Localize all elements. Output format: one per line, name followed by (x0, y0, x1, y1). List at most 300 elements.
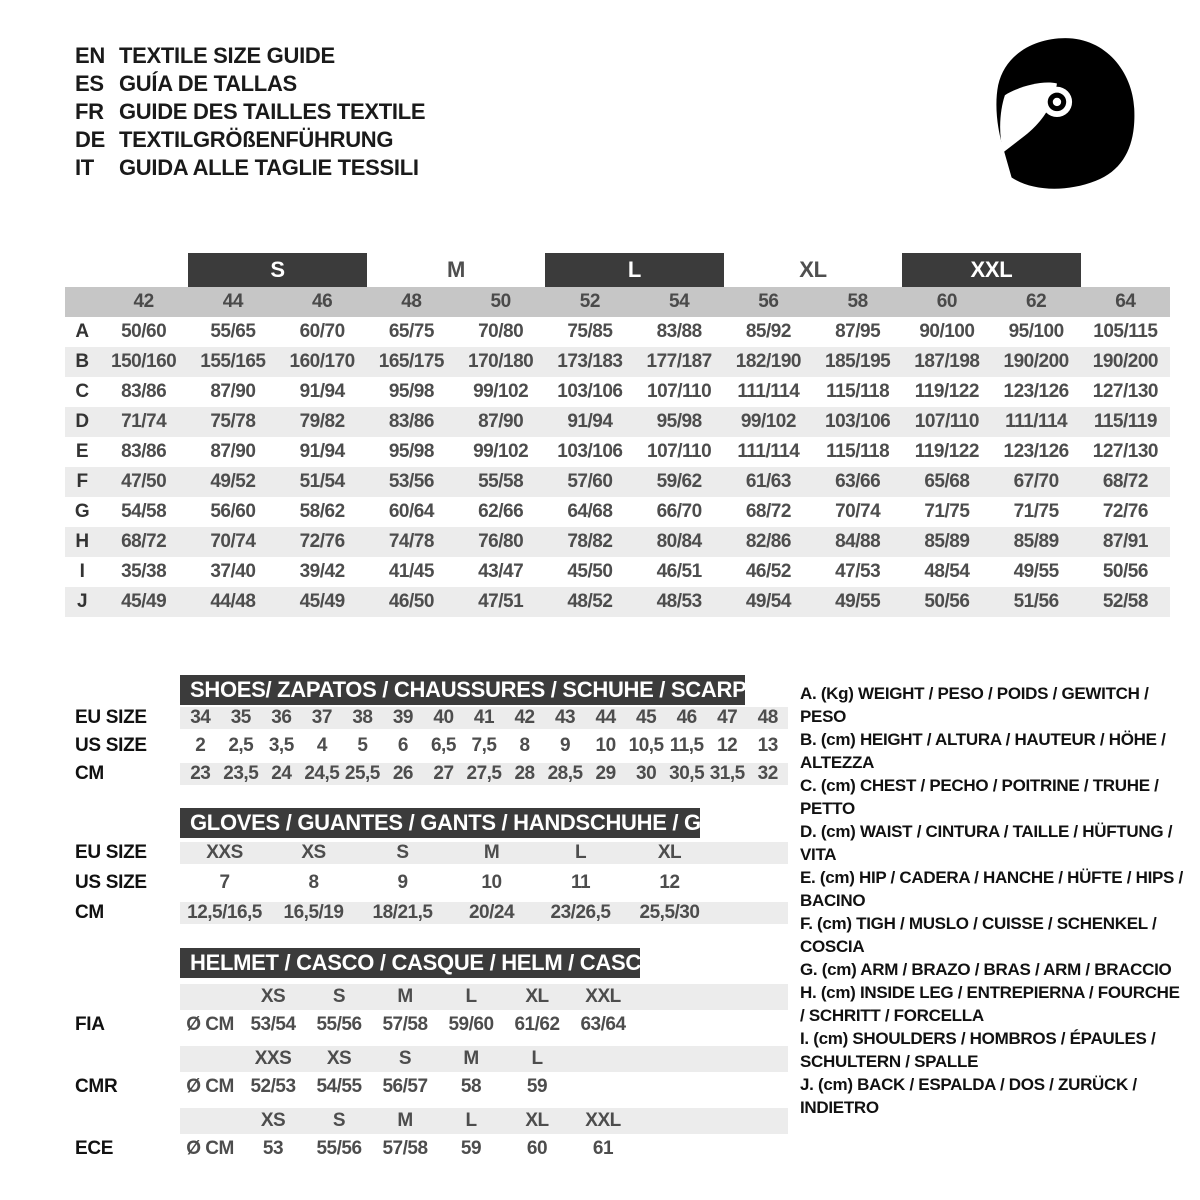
helmet-value: 61 (592, 1138, 614, 1159)
values-row (180, 1072, 788, 1102)
size-value: 58/62 (299, 501, 345, 522)
helmet-size: XXS (254, 1048, 292, 1069)
standard-label: ECE (75, 1138, 114, 1159)
legend-item: D. (cm) WAIST / CINTURA / TAILLE / HÜFTUNG / VITA (800, 822, 1173, 864)
size-value: 54/58 (121, 501, 167, 522)
helmet-value: 52/53 (250, 1076, 296, 1097)
language-row (75, 70, 425, 98)
row-letter: E (75, 441, 89, 462)
size-value: 47/53 (835, 561, 881, 582)
size-value: 115/118 (826, 441, 890, 462)
apparel-measurement-rows (65, 317, 1170, 617)
helmet-values-row (75, 1010, 788, 1040)
measurement-row (65, 407, 1170, 437)
size-value: 68/72 (1102, 471, 1148, 492)
values-row (180, 735, 788, 757)
helmet-value: 59 (460, 1138, 482, 1159)
size-value: 111/114 (737, 441, 800, 462)
size-value: 32 (757, 763, 778, 784)
size-value: 4 (316, 735, 327, 756)
size-value: 103/106 (557, 381, 623, 402)
size-column-header: 58 (847, 291, 868, 312)
helmet-size: XS (260, 986, 286, 1007)
size-value: 51/56 (1013, 591, 1059, 612)
size-value: 87/90 (478, 411, 524, 432)
helmet-value: 56/57 (382, 1076, 428, 1097)
size-value: 8 (519, 735, 530, 756)
size-value: 71/75 (924, 501, 970, 522)
size-group-xxl: XXL (902, 253, 1081, 287)
size-value: 71/74 (121, 411, 167, 432)
size-value: 173/183 (557, 351, 623, 372)
size-value: 99/102 (473, 381, 529, 402)
size-value: 35/38 (121, 561, 167, 582)
size-value: 95/98 (656, 411, 702, 432)
row-label: US SIZE (75, 735, 147, 756)
helmet-size: XXL (585, 986, 621, 1007)
shoes-table-header (180, 675, 761, 705)
size-value: 39/42 (299, 561, 345, 582)
size-value: 50/56 (924, 591, 970, 612)
size-column-header: 42 (133, 291, 154, 312)
helmet-size: S (332, 986, 346, 1007)
size-value: 119/122 (914, 441, 979, 462)
size-value: 190/200 (1003, 351, 1069, 372)
size-value: 123/126 (1003, 381, 1069, 402)
size-value: 50/60 (121, 321, 167, 342)
size-column-header: 50 (490, 291, 511, 312)
size-value: 42 (514, 707, 535, 728)
size-value: 45/49 (299, 591, 345, 612)
size-value: 24 (271, 763, 292, 784)
helmet-values-row (75, 1072, 788, 1102)
size-value: 99/102 (473, 441, 529, 462)
helmet-size: S (398, 1048, 412, 1069)
size-value: 49/52 (210, 471, 256, 492)
size-value: L (574, 842, 587, 863)
size-value: 47/50 (121, 471, 167, 492)
size-value: 95/100 (1008, 321, 1064, 342)
size-value: 5 (357, 735, 368, 756)
size-value: 9 (397, 872, 408, 893)
size-value: 99/102 (740, 411, 796, 432)
helmet-value: 61/62 (514, 1014, 560, 1035)
size-value: 16,5/19 (283, 902, 344, 923)
size-value: 66/70 (656, 501, 702, 522)
values-row (180, 1010, 788, 1040)
size-value: 61/63 (745, 471, 791, 492)
size-value: 30 (636, 763, 657, 784)
size-value: 24,5 (304, 763, 340, 784)
size-value: 41/45 (388, 561, 434, 582)
size-value: 9 (560, 735, 571, 756)
language-code: DE (75, 127, 105, 152)
row-letter: I (79, 561, 85, 582)
measurement-row (65, 497, 1170, 527)
measurement-row (65, 437, 1170, 467)
size-value: 83/86 (388, 411, 434, 432)
size-value: 91/94 (567, 411, 613, 432)
size-column-header: 48 (401, 291, 422, 312)
language-code: EN (75, 43, 105, 68)
helmet-size: M (463, 1048, 479, 1069)
helmet-size: M (397, 986, 413, 1007)
size-value: 74/78 (388, 531, 434, 552)
size-value: 70/80 (478, 321, 524, 342)
row-label: EU SIZE (75, 842, 147, 863)
size-value: 95/98 (388, 381, 434, 402)
size-value: 46/52 (745, 561, 791, 582)
size-value: 25,5 (344, 763, 380, 784)
row-letter: B (75, 351, 89, 372)
helmet-value: 59 (526, 1076, 548, 1097)
size-value: 12 (717, 735, 738, 756)
row-label: US SIZE (75, 872, 147, 893)
size-value: 85/89 (924, 531, 970, 552)
size-value: 45/49 (121, 591, 167, 612)
size-value: 46/50 (388, 591, 434, 612)
size-value: 28 (514, 763, 535, 784)
helmet-value: 53/54 (250, 1014, 296, 1035)
size-value: 63/66 (835, 471, 881, 492)
size-value: 49/55 (1013, 561, 1059, 582)
measurement-row (65, 527, 1170, 557)
size-value: 29 (595, 763, 616, 784)
racing-helmet-icon (978, 28, 1146, 196)
size-value: 107/110 (647, 441, 712, 462)
size-value: 70/74 (835, 501, 881, 522)
size-column-header: 44 (222, 291, 243, 312)
size-value: 25,5/30 (639, 902, 700, 923)
helmet-size: L (465, 986, 477, 1007)
language-code: FR (75, 99, 104, 124)
language-title: GUIDA ALLE TAGLIE TESSILI (119, 155, 419, 180)
size-value: 48/52 (567, 591, 613, 612)
helmet-size: XL (525, 986, 549, 1007)
helmet-value: 55/56 (316, 1014, 362, 1035)
size-value: 115/118 (826, 381, 890, 402)
helmet-size-band (180, 984, 788, 1010)
size-value: XS (301, 842, 326, 863)
legend-item: C. (cm) CHEST / PECHO / POITRINE / TRUHE / PETTO (800, 776, 1159, 818)
size-value: 107/110 (647, 381, 712, 402)
size-column-header: 46 (312, 291, 333, 312)
size-value: S (396, 842, 409, 863)
size-value: 10 (595, 735, 616, 756)
helmet-value: 57/58 (382, 1014, 428, 1035)
size-column-header: 62 (1026, 291, 1047, 312)
size-value: 85/92 (745, 321, 791, 342)
size-value: 7,5 (471, 735, 497, 756)
size-value: 111/114 (1005, 411, 1068, 432)
size-value: 18/21,5 (372, 902, 433, 923)
size-value: 48/53 (656, 591, 702, 612)
legend-item: E. (cm) HIP / CADERA / HANCHE / HÜFTE / HIPS / BACINO (800, 868, 1183, 910)
size-value: 11,5 (669, 735, 704, 756)
helmet-value: 57/58 (382, 1138, 428, 1159)
size-value: 49/55 (835, 591, 881, 612)
size-value: 127/130 (1092, 381, 1158, 402)
size-value: 85/89 (1013, 531, 1059, 552)
size-value: 90/100 (919, 321, 975, 342)
size-value: 87/90 (210, 441, 256, 462)
size-value: 160/170 (289, 351, 355, 372)
helmet-sizes-row (75, 1040, 788, 1072)
table-row (75, 838, 788, 868)
size-value: 127/130 (1092, 441, 1158, 462)
size-value: 91/94 (299, 441, 345, 462)
values-row (180, 902, 788, 924)
table-row (75, 760, 788, 788)
language-title: TEXTILE SIZE GUIDE (119, 43, 335, 68)
legend-item: J. (cm) BACK / ESPALDA / DOS / ZURÜCK / INDIETRO (800, 1075, 1137, 1117)
helmet-size: L (465, 1110, 477, 1131)
size-value: 27 (433, 763, 454, 784)
size-value: 13 (757, 735, 778, 756)
size-group-m: M (446, 257, 466, 282)
size-value: 37 (311, 707, 332, 728)
table-row (75, 898, 788, 928)
size-value: 56/60 (210, 501, 256, 522)
diameter-unit: Ø CM (186, 1076, 234, 1097)
legend-item: G. (cm) ARM / BRAZO / BRAS / ARM / BRACCIO (800, 960, 1172, 979)
size-value: 87/95 (835, 321, 881, 342)
standard-label: CMR (75, 1076, 118, 1097)
size-group-l: L (545, 253, 724, 287)
size-value: 48 (757, 707, 778, 728)
size-column-header: 56 (758, 291, 779, 312)
language-code: ES (75, 71, 104, 96)
language-title: GUÍA DE TALLAS (119, 71, 297, 96)
row-letter: J (76, 591, 88, 612)
size-value: 48/54 (924, 561, 970, 582)
size-value: M (483, 842, 500, 863)
size-value: 65/68 (924, 471, 970, 492)
helmet-size-band (180, 1108, 788, 1134)
size-value: 71/75 (1013, 501, 1059, 522)
gloves-size-table (75, 808, 788, 928)
size-value: 39 (392, 707, 413, 728)
measurement-row (65, 377, 1170, 407)
size-value: 46/51 (656, 561, 702, 582)
size-value: 40 (433, 707, 454, 728)
measurement-row (65, 347, 1170, 377)
size-value: 47/51 (478, 591, 524, 612)
size-value: 165/175 (378, 351, 444, 372)
size-value: 30,5 (669, 763, 705, 784)
size-value: 53/56 (388, 471, 434, 492)
helmet-sizes-row (75, 1102, 788, 1134)
size-value: 11 (570, 872, 591, 893)
shoes-size-table (75, 676, 788, 788)
spacer (180, 984, 240, 1010)
size-value: 67/70 (1013, 471, 1059, 492)
size-value: 12,5/16,5 (187, 902, 262, 923)
helmet-value: 55/56 (316, 1138, 362, 1159)
size-value: 12 (659, 872, 680, 893)
size-value: XXS (206, 842, 243, 863)
language-title: GUIDE DES TAILLES TEXTILE (119, 99, 426, 124)
helmet-value (570, 1072, 636, 1102)
size-value: 51/54 (299, 471, 345, 492)
legend-item: F. (cm) TIGH / MUSLO / CUISSE / SCHENKEL / COSCIA (800, 914, 1157, 956)
row-label: CM (75, 763, 104, 784)
size-value: 43/47 (478, 561, 524, 582)
gloves-table-title: GLOVES / GUANTES / GANTS / HANDSCHUHE / GUANTI (190, 810, 767, 835)
size-value: 70/74 (210, 531, 256, 552)
language-title-list (75, 42, 425, 182)
standard-label: FIA (75, 1014, 105, 1035)
size-value: 72/76 (1102, 501, 1148, 522)
size-value: 79/82 (299, 411, 345, 432)
size-value: 182/190 (735, 351, 801, 372)
measurement-row (65, 587, 1170, 617)
size-value: 72/76 (299, 531, 345, 552)
size-value: 111/114 (737, 381, 800, 402)
table-row (75, 868, 788, 898)
size-value: 60/70 (299, 321, 345, 342)
size-value: 83/86 (121, 381, 167, 402)
row-letter: A (75, 321, 89, 342)
size-value: 31,5 (709, 763, 745, 784)
size-value: 6,5 (430, 735, 456, 756)
helmet-size: S (332, 1110, 346, 1131)
size-value: 41 (473, 707, 495, 728)
measurement-row (65, 467, 1170, 497)
helmet-sizes-row (75, 978, 788, 1010)
size-value: 45 (636, 707, 657, 728)
legend-item: B. (cm) HEIGHT / ALTURA / HAUTEUR / HÖHE / ALTEZZA (800, 730, 1166, 772)
measurement-row (65, 557, 1170, 587)
values-row (180, 842, 788, 864)
values-row (180, 707, 788, 729)
size-value: 38 (352, 707, 373, 728)
values-row (180, 872, 788, 894)
size-value: 10,5 (628, 735, 664, 756)
size-value: 6 (397, 735, 408, 756)
size-value: 190/200 (1092, 351, 1158, 372)
shoes-table-title: SHOES/ ZAPATOS / CHAUSSURES / SCHUHE / SCARPE (190, 677, 761, 702)
size-value: 80/84 (656, 531, 702, 552)
size-group-xl: XL (799, 257, 827, 282)
size-column-header: 64 (1115, 291, 1136, 312)
size-value: 75/85 (567, 321, 613, 342)
helmet-value: 60 (526, 1138, 548, 1159)
size-value: 119/122 (914, 381, 979, 402)
size-value: 37/40 (210, 561, 256, 582)
helmet-table-title: HELMET / CASCO / CASQUE / HELM / CASCO (190, 950, 658, 975)
measurement-legend (800, 682, 1185, 1119)
legend-item: H. (cm) INSIDE LEG / ENTREPIERNA / FOURCHE / SCHRITT / FORCELLA (800, 983, 1180, 1025)
size-value: 2 (195, 735, 206, 756)
helmet-size: XL (525, 1110, 549, 1131)
size-value: 59/62 (656, 471, 702, 492)
size-value: 68/72 (121, 531, 167, 552)
size-value: 47 (717, 707, 738, 728)
helmet-value: 54/55 (316, 1076, 362, 1097)
language-row (75, 42, 425, 70)
size-value: 83/88 (656, 321, 702, 342)
size-value: 46 (676, 707, 697, 728)
helmet-size: XXL (585, 1110, 621, 1131)
size-value: 43 (554, 707, 576, 728)
size-value: 34 (190, 707, 211, 728)
size-value: 115/119 (1093, 411, 1157, 432)
row-letter: G (74, 501, 90, 522)
diameter-unit: Ø CM (186, 1014, 234, 1035)
size-value: 8 (308, 872, 319, 893)
size-value: 83/86 (121, 441, 167, 462)
helmet-value: 59/60 (448, 1014, 494, 1035)
size-value: 3,5 (268, 735, 294, 756)
size-column-header: 52 (579, 291, 600, 312)
row-label: CM (75, 902, 104, 923)
size-group-s: S (188, 253, 367, 287)
size-value: 95/98 (388, 441, 434, 462)
measurement-row (65, 317, 1170, 347)
size-value: 57/60 (567, 471, 613, 492)
size-value: 45/50 (567, 561, 613, 582)
size-value: 105/115 (1093, 321, 1158, 342)
size-value: 20/24 (468, 902, 515, 923)
size-value: 44 (595, 707, 616, 728)
size-value: 187/198 (914, 351, 980, 372)
size-group-header-row (65, 253, 1170, 287)
size-value: 23,5 (223, 763, 259, 784)
size-value: 87/90 (210, 381, 256, 402)
size-value: 177/187 (646, 351, 712, 372)
size-value: 78/82 (567, 531, 613, 552)
language-row (75, 126, 425, 154)
size-number-header-row (65, 287, 1170, 317)
size-value: 155/165 (200, 351, 266, 372)
size-value: XL (657, 842, 682, 863)
helmet-size: M (397, 1110, 413, 1131)
size-value: 36 (271, 707, 292, 728)
corner-spacer (65, 287, 99, 317)
size-value: 185/195 (825, 351, 891, 372)
helmet-size-table (75, 948, 788, 1164)
size-value: 123/126 (1003, 441, 1069, 462)
size-value: 103/106 (557, 441, 623, 462)
table-row (75, 732, 788, 760)
language-title: TEXTILGRÖßENFÜHRUNG (119, 127, 394, 152)
row-letter: H (75, 531, 89, 552)
row-letter: D (75, 411, 89, 432)
language-row (75, 98, 425, 126)
spacer (180, 1046, 240, 1072)
helmet-values-row (75, 1134, 788, 1164)
size-value: 10 (481, 872, 502, 893)
size-value: 55/58 (478, 471, 524, 492)
size-value: 103/106 (825, 411, 891, 432)
size-value: 150/160 (111, 351, 177, 372)
helmet-size (570, 1046, 636, 1072)
size-value: 50/56 (1102, 561, 1148, 582)
size-value: 65/75 (388, 321, 434, 342)
size-value: 84/88 (835, 531, 881, 552)
row-letter: C (75, 381, 89, 402)
helmet-size-band (180, 1046, 788, 1072)
size-value: 44/48 (210, 591, 256, 612)
values-row (180, 1134, 788, 1164)
size-value: 170/180 (468, 351, 534, 372)
size-value: 23 (190, 763, 211, 784)
language-row (75, 154, 425, 182)
helmet-size: XS (260, 1110, 286, 1131)
helmet-value: 58 (460, 1076, 482, 1097)
helmet-size: L (531, 1048, 543, 1069)
